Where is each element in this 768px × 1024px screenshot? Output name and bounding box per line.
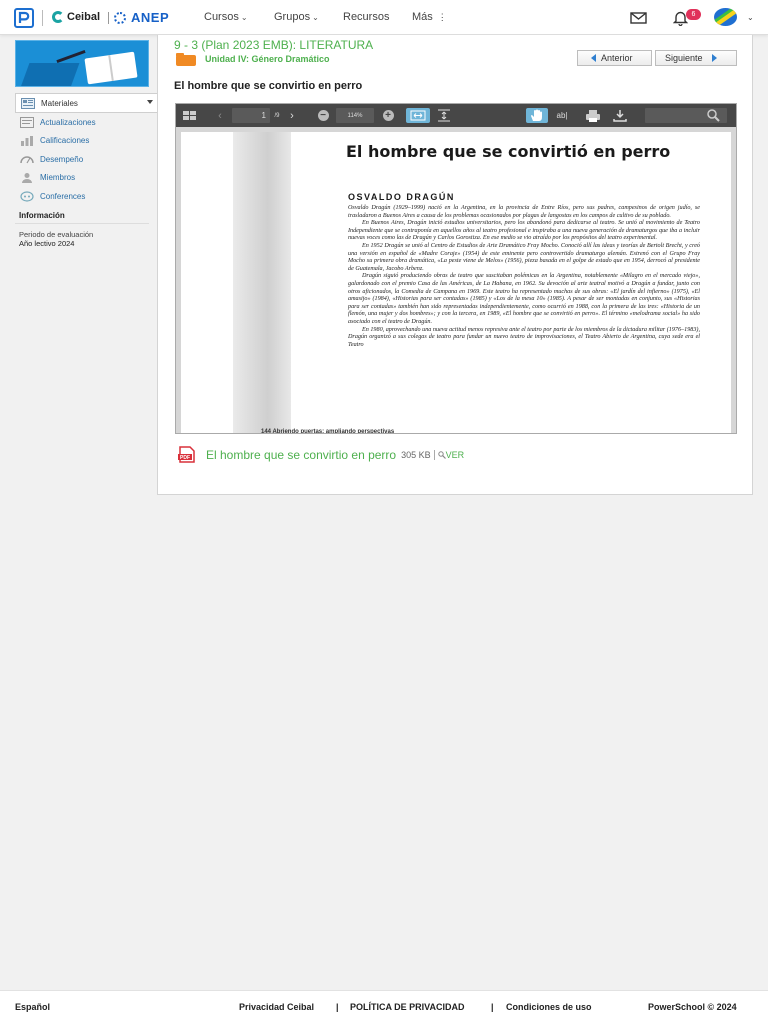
ceibal-logo [52, 11, 100, 23]
sidebar-item-materiales[interactable] [15, 93, 158, 113]
anep-gear-icon [114, 12, 126, 24]
previous-button[interactable] [577, 50, 652, 66]
download-icon[interactable] [612, 108, 628, 123]
article-paragraph: Dragún siguió produciendo obras de teatro que suscitaban polémicas en la Argentina, notablemente «Milagro en el mercado viejo», galardonado con el premio Casa de las Américas, de La Habana, en 1962. Su devoción al arte teatral motivó a Dragún a fundar, junto con otros aficionados, la Comedia de Campana en 1969. Este teatro ha representado muchas de sus obras: «El jardín del infierno» (1975), «El amasijo» (1984), «Historias para ser contadas» (1985) y «Los de la mesa 10» (1985). A pesar de ser montadas en conjunto, sus «Historias para ser contadas» también han sido representadas independientemente, como ocurrió en 1988, con la primera de las tres: «Historia de un flemón, una mujer y dos hombres»; y con la tercera, en 1989, «El hombre que se convirtió en perro». El término «melodrama social» ha sido asociado con el teatro de Dragún. [348, 273, 700, 325]
nav-recursos-label: Recursos [343, 11, 390, 23]
chevron-down-icon: ⌄ [240, 12, 248, 22]
sidebar-item-desempeno[interactable] [15, 150, 158, 169]
document-title: El hombre que se convirtio en perro [174, 80, 363, 92]
fit-width-icon[interactable] [406, 108, 430, 123]
attachment-size: 305 KB [401, 449, 431, 460]
next-page-icon[interactable]: › [290, 109, 294, 122]
footer-link-politica-privacidad[interactable]: POLÍTICA DE PRIVACIDAD [350, 1002, 465, 1012]
pdf-viewer[interactable] [175, 103, 737, 434]
anep-logo [108, 10, 169, 25]
updates-icon [20, 117, 34, 128]
nav-recursos[interactable] [343, 11, 389, 23]
thumbnails-icon[interactable] [182, 108, 197, 123]
search-icon[interactable] [706, 108, 720, 123]
page-number-input[interactable] [232, 108, 270, 123]
zoom-out-icon[interactable]: − [316, 108, 330, 123]
sidebar-item-label: Materiales [41, 98, 78, 108]
nav-grupos-label: Grupos [274, 11, 311, 23]
view-label: VER [445, 449, 465, 460]
nav-grupos[interactable] [274, 11, 319, 23]
sidebar-item-label: Miembros [40, 173, 76, 183]
magnifier-icon [438, 451, 446, 459]
avatar[interactable] [714, 8, 737, 26]
sidebar-item-miembros[interactable] [15, 169, 158, 188]
top-navigation-bar [0, 0, 768, 35]
arrow-right-icon [712, 54, 717, 62]
ceibal-logo-icon [52, 11, 64, 23]
page-footer-bar [0, 990, 768, 1024]
course-banner-image [15, 40, 149, 87]
previous-page-icon[interactable]: ‹ [218, 109, 222, 122]
sidebar-item-actualizaciones[interactable] [15, 113, 158, 132]
previous-label: Anterior [601, 53, 633, 63]
sidebar-item-label: Conferences [40, 191, 86, 201]
page-current: 1 [261, 111, 266, 120]
sidebar-item-label: Actualizaciones [40, 117, 96, 127]
language-selector[interactable]: Español [15, 1002, 51, 1012]
info-section-title: Información [15, 211, 149, 224]
attachment-row [178, 446, 464, 463]
fit-page-icon[interactable] [435, 108, 453, 123]
logo-divider [42, 10, 43, 26]
view-attachment-button[interactable] [438, 450, 465, 460]
powerschool-logo-icon[interactable] [14, 8, 34, 28]
hand-tool-icon[interactable] [526, 108, 548, 123]
nav-mas-label: Más [412, 11, 433, 23]
unit-title-link[interactable]: Unidad IV: Género Dramático [205, 54, 330, 64]
chevron-down-icon[interactable]: ⌄ [747, 13, 754, 22]
pdf-toolbar [176, 104, 736, 127]
school-year-label: Año lectivo 2024 [19, 238, 75, 248]
footer-separator: | [336, 1002, 339, 1012]
pdf-file-icon [178, 446, 196, 463]
footer-link-condiciones[interactable]: Condiciones de uso [506, 1002, 592, 1012]
notification-badge[interactable]: 6 [686, 9, 701, 20]
article-title: El hombre que se convirtió en perro [346, 142, 671, 161]
sidebar-item-conferences[interactable] [15, 187, 158, 206]
scan-binding-shadow [233, 132, 291, 434]
article-paragraph: Osvaldo Dragún (1929–1999) nació en la Argentina, en la provincia de Entre Ríos, pero sus padres, campesinos de origen judío, se trasladaron a Buenos Aires a causa de los problemas ocasionados por plagas de langostas en los campos de cultivo de su poblado. [348, 205, 700, 219]
article-body [348, 205, 700, 349]
footer-separator: | [491, 1002, 494, 1012]
next-button[interactable] [655, 50, 737, 66]
nav-cursos[interactable] [204, 11, 248, 23]
article-paragraph: En Buenos Aires, Dragún inició estudios universitarios, pero los abandonó para dedicarse al teatro. Se unió al movimiento de Teatro Independiente que se contraponía en aquellos años al teatro profesional e inspiraba a una nueva generación de dramaturgos que iba a incluir nuevas voces como las de Dragún y Carlos Gorostiza. En ese medio se vio atraído por los propósitos del teatro experimental. [348, 220, 700, 242]
print-icon[interactable] [585, 108, 601, 123]
text-select-tool[interactable]: ab| [556, 111, 568, 120]
page-total: /9 [274, 112, 280, 119]
materials-icon [21, 98, 35, 109]
conferences-icon [20, 191, 34, 202]
nav-mas[interactable] [412, 11, 447, 23]
pdf-page [181, 132, 731, 434]
chevron-down-icon: ⌄ [312, 12, 319, 22]
folder-icon [176, 55, 196, 66]
ceibal-label: Ceibal [67, 11, 101, 23]
arrow-left-icon [591, 54, 596, 62]
anep-label: ANEP [131, 10, 170, 25]
main-content-panel [157, 35, 753, 495]
mail-icon[interactable] [630, 12, 647, 24]
sidebar-item-label: Calificaciones [40, 136, 90, 146]
members-icon [20, 172, 34, 183]
footer-copyright: PowerSchool © 2024 [648, 1002, 737, 1012]
sidebar [15, 40, 158, 248]
next-label: Siguiente [665, 53, 703, 63]
footer-link-privacidad-ceibal[interactable]: Privacidad Ceibal [239, 1002, 315, 1012]
anep-divider [108, 12, 109, 24]
svg-text:PDF: PDF [180, 455, 190, 461]
article-author: OSVALDO DRAGÚN [348, 192, 455, 202]
page-footer: 144 Abriendo puertas: ampliando perspectivas [261, 429, 395, 434]
grades-icon [20, 135, 34, 146]
course-title-link[interactable]: 9 - 3 (Plan 2023 EMB): LITERATURA [174, 38, 374, 52]
divider [434, 450, 435, 460]
zoom-in-icon[interactable]: + [381, 108, 395, 123]
more-vertical-icon: ⋮ [437, 11, 447, 22]
caret-down-icon [147, 100, 153, 104]
sidebar-item-calificaciones[interactable] [15, 132, 158, 151]
article-paragraph: En 1952 Dragún se unió al Centro de Estudios de Arte Dramático Fray Mocho. Conoció allí las ideas y teorías de Bertolt Brecht, y creó una versión en español de «Madre Coraje» (1954) de este eminente pero controvertido dramaturgo alemán. Estrenó con el Grupo Fray Mocho su primera obra dramática, «La peste viene de Melos» (1956), pieza basada en el golpe de estado que en 1954, derrocó al presidente de Guatemala, Jacobo Arbenz. [348, 242, 700, 272]
sidebar-item-label: Desempeño [40, 154, 84, 164]
nav-cursos-label: Cursos [204, 11, 239, 23]
article-paragraph: En 1980, aprovechando una nueva actitud menos represiva ante el teatro por parte de los miembros de la dictadura militar (1976–1983), Dragún organizó a sus colegas de teatro para fundar un nuevo teatro de improvisaciones, el Teatro Abierto de Argentina, cuya sede era el Teatro [348, 326, 700, 348]
performance-icon [20, 154, 34, 165]
zoom-level-field[interactable] [336, 108, 374, 123]
evaluation-period-label: Periodo de evaluación [19, 229, 94, 239]
attachment-link[interactable]: El hombre que se convirtio en perro [206, 447, 397, 462]
zoom-value: 114% [347, 112, 363, 119]
